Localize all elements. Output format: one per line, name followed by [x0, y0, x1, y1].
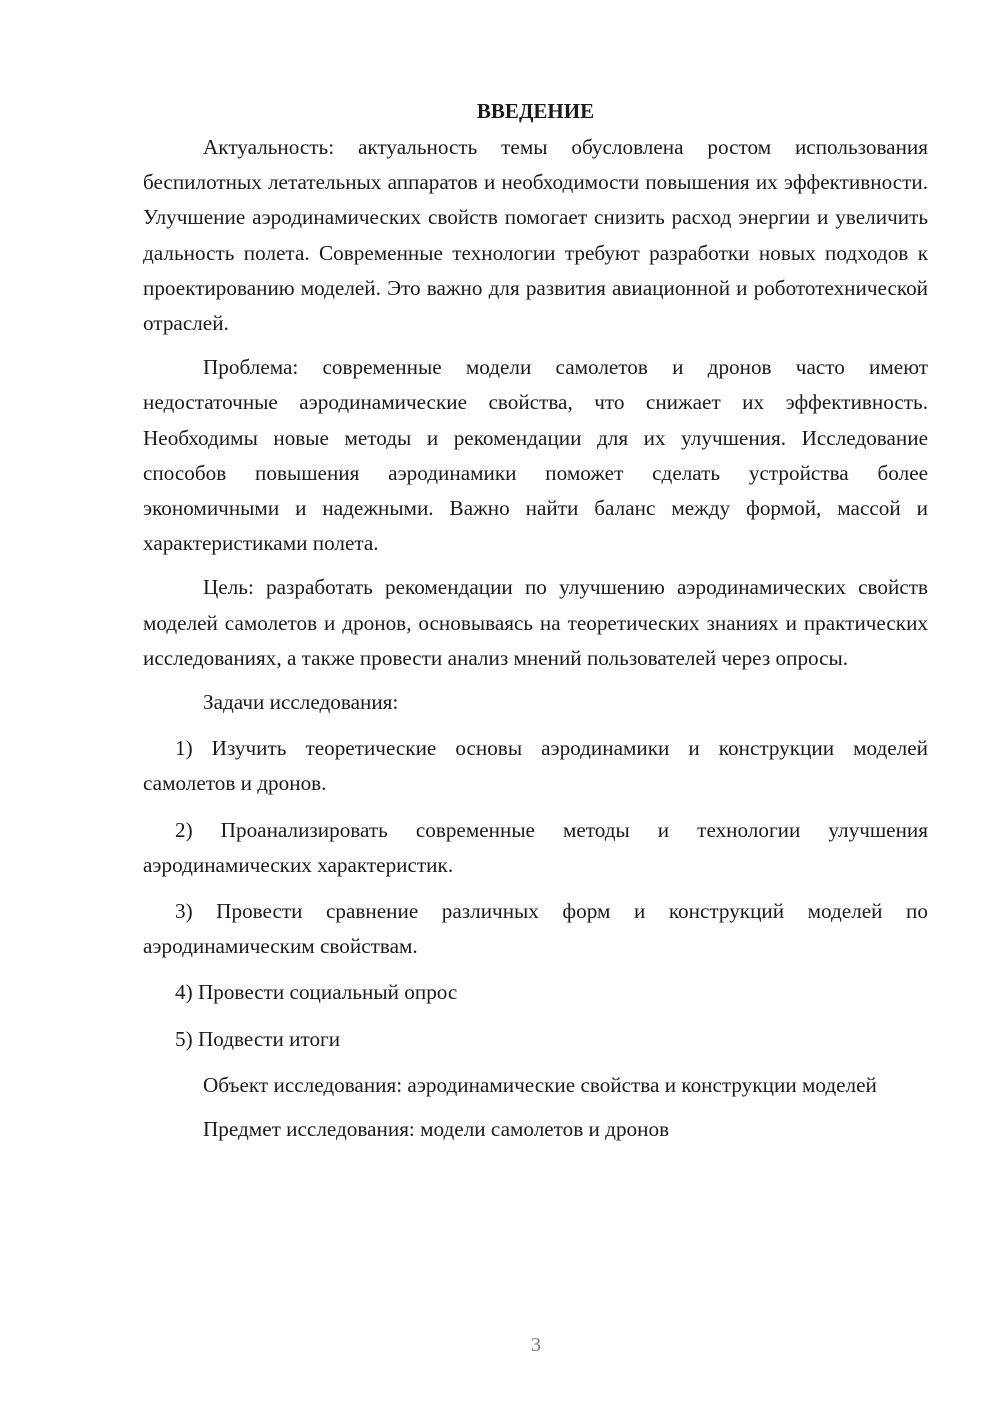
task-item-1: 1) Изучить теоретические основы аэродинамики и конструкции моделей самолетов и дронов.	[143, 736, 928, 796]
tasks-label: Задачи исследования:	[203, 690, 399, 715]
relevance-paragraph: Актуальность: актуальность темы обусловлена ростом использования беспилотных летательных аппаратов и необходимости повышения их эффективности. Улучшение аэродинамических свойств помогает снизить расход энергии и увеличить дальность полета. Современные технологии требуют разработки новых подходов к проектированию моделей. Это важно для развития авиационной и робототехнической отраслей.	[143, 135, 928, 336]
goal-paragraph: Цель: разработать рекомендации по улучшению аэродинамических свойств моделей самолетов и дронов, основываясь на теоретических знаниях и практических исследованиях, а также провести анализ мнений пользователей через опросы.	[143, 575, 928, 670]
task-item-2: 2) Проанализировать современные методы и технологии улучшения аэродинамических характеристик.	[143, 817, 928, 877]
page-number: 3	[531, 1334, 541, 1356]
section-heading: ВВЕДЕНИЕ	[476, 99, 595, 123]
task-item-3: 3) Провести сравнение различных форм и конструкций моделей по аэродинамическим свойствам.	[143, 899, 928, 959]
problem-paragraph: Проблема: современные модели самолетов и дронов часто имеют недостаточные аэродинамические свойства, что снижает их эффективность. Необходимы новые методы и рекомендации для их улучшения. Исследование способов повышения аэродинамики поможет сделать устройства более экономичными и надежными. Важно найти баланс между формой, массой и характеристиками полета.	[143, 355, 928, 556]
object-paragraph: Объект исследования: аэродинамические свойства и конструкции моделей	[203, 1072, 877, 1097]
task-item-4: 4) Провести социальный опрос	[175, 980, 458, 1005]
task-item-5: 5) Подвести итоги	[175, 1026, 341, 1051]
page-content	[143, 96, 928, 1147]
subject-paragraph: Предмет исследования: модели самолетов и дронов	[203, 1117, 670, 1142]
